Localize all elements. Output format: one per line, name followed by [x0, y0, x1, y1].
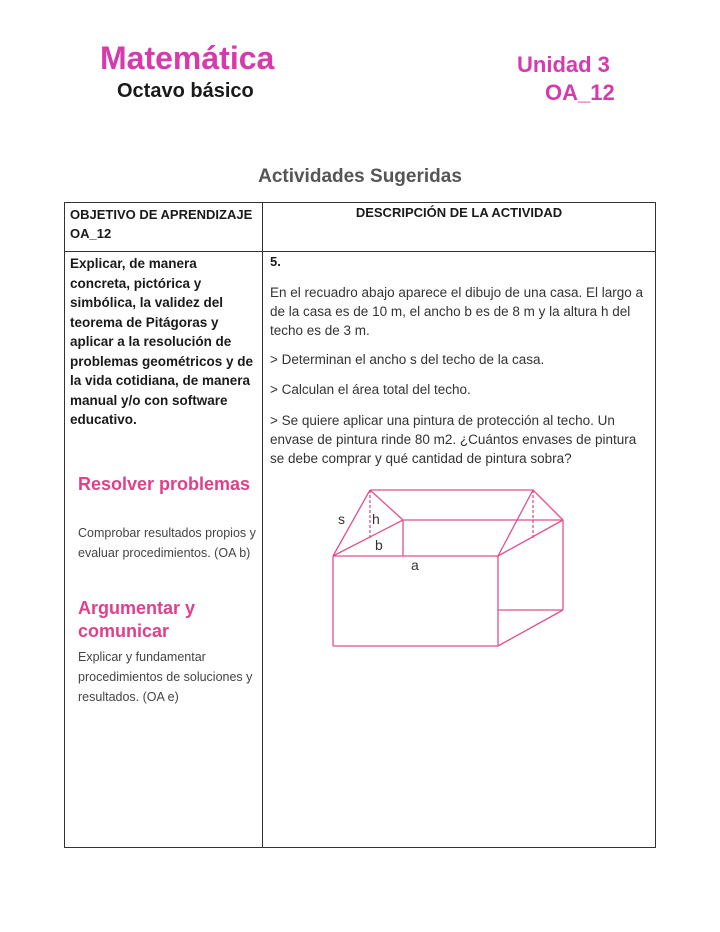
house-diagram [330, 488, 570, 654]
skill-title: Resolver problemas [78, 474, 251, 494]
label-a: a [411, 557, 419, 573]
subject-title: Matemática [100, 40, 275, 76]
label-b: b [375, 537, 383, 553]
activity-paragraph: > Se quiere aplicar una pintura de protección al techo. Un envase de pintura rinde 80 m2. ¿Cuántos envases de pintura se debe comprar y qué cantidad de pintura sobra? [270, 413, 637, 466]
table-column-divider [262, 202, 263, 848]
section-title: Actividades Sugeridas [258, 166, 462, 187]
label-s: s [338, 511, 345, 527]
skill-description: Comprobar resultados propios y evaluar procedimientos. (OA b) [78, 526, 256, 560]
skill-description: Explicar y fundamentar procedimientos de soluciones y resultados. (OA e) [78, 650, 253, 704]
unit-label: Unidad 3 [517, 52, 610, 77]
label-h: h [372, 511, 380, 527]
activity-paragraph: > Determinan el ancho s del techo de la casa. [270, 352, 545, 367]
house-edge [533, 490, 563, 520]
objective-column-header: OBJETIVO DE APRENDIZAJE OA_12 [70, 207, 253, 241]
grade-label: Octavo básico [117, 80, 254, 102]
house-edge [498, 610, 563, 646]
activity-number: 5. [270, 254, 281, 269]
description-column-header: DESCRIPCIÓN DE LA ACTIVIDAD [355, 205, 563, 220]
skill-title: Argumentar y comunicar [78, 598, 196, 641]
table-header-divider [64, 251, 656, 252]
objective-text: Explicar, de manera concreta, pictórica y simbólica, la validez del teorema de Pitágoras y aplicar a la resolución de problemas geométricos y de la vida cotidiana, de manera manual y/o con software educativo. [70, 256, 254, 427]
activity-paragraph: En el recuadro abajo aparece el dibujo de una casa. El largo a de la casa es de 10 m, el ancho b es de 8 m y la altura h del techo es de 3 m. [270, 285, 644, 338]
oa-code: OA_12 [545, 80, 615, 105]
activity-paragraph: > Calculan el área total del techo. [270, 382, 471, 397]
